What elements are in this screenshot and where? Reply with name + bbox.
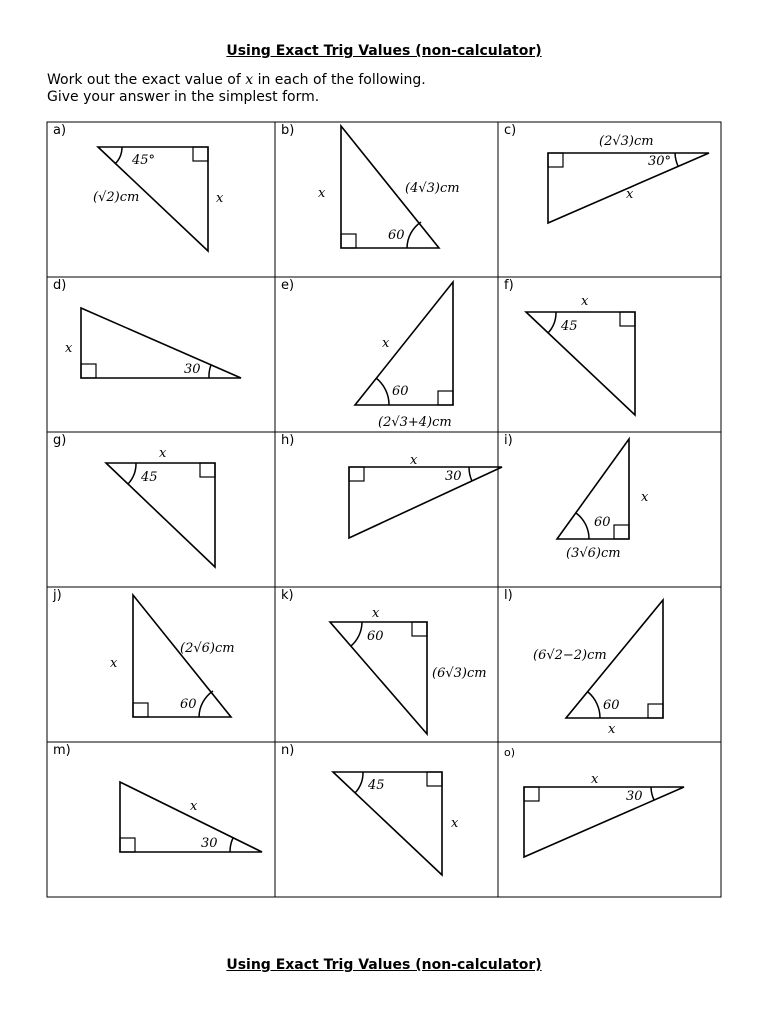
- right-triangle: [557, 439, 629, 539]
- side-length-label: (4√3)cm: [405, 181, 460, 196]
- angle-arc: [407, 222, 421, 248]
- unknown-x-label: x: [410, 453, 418, 468]
- unknown-x-label: x: [581, 294, 589, 309]
- angle-arc: [199, 691, 213, 717]
- angle-arc: [230, 838, 233, 852]
- question-m: [53, 743, 262, 852]
- side-length-label: (√2)cm: [93, 190, 140, 205]
- question-c: [504, 123, 709, 223]
- right-angle-marker: [200, 463, 215, 477]
- unknown-x-label: x: [65, 341, 73, 356]
- side-length-label: (3√6)cm: [566, 546, 621, 561]
- unknown-x-label: x: [451, 816, 459, 831]
- angle-label: 30: [184, 362, 201, 377]
- question-o: [504, 746, 684, 857]
- right-angle-marker: [193, 147, 208, 161]
- side-length-label: (6√2−2)cm: [533, 648, 607, 663]
- question-i: [504, 433, 649, 561]
- angle-label: 30: [626, 789, 643, 804]
- question-label: i): [504, 433, 513, 448]
- question-l: [504, 588, 663, 737]
- right-triangle: [349, 467, 502, 538]
- angle-label: 30: [445, 469, 462, 484]
- unknown-x-label: x: [382, 336, 390, 351]
- question-label: h): [281, 433, 295, 448]
- right-angle-marker: [438, 391, 453, 405]
- angle-label: 60: [388, 228, 405, 243]
- right-triangle: [120, 782, 262, 852]
- question-label: d): [53, 278, 67, 293]
- question-b: [281, 123, 460, 248]
- question-d: [53, 278, 241, 378]
- question-h: [281, 433, 502, 538]
- right-angle-marker: [427, 772, 442, 786]
- angle-label: 45: [368, 778, 385, 793]
- right-angle-marker: [120, 838, 135, 852]
- angle-label: 45: [561, 319, 578, 334]
- unknown-x-label: x: [159, 446, 167, 461]
- question-label: l): [504, 588, 513, 603]
- angle-label: 60: [603, 698, 620, 713]
- side-length-label: (2√3)cm: [599, 134, 654, 149]
- question-f: [504, 278, 635, 415]
- right-angle-marker: [412, 622, 427, 636]
- footer-title: Using Exact Trig Values (non-calculator): [226, 957, 542, 973]
- unknown-x-label: x: [216, 191, 224, 206]
- angle-arc: [128, 463, 136, 484]
- angle-label: 30: [201, 836, 218, 851]
- angle-label: 60: [180, 697, 197, 712]
- question-e: [281, 278, 453, 430]
- question-label: o): [504, 746, 516, 759]
- angle-arc: [376, 378, 389, 405]
- angle-label: 60: [392, 384, 409, 399]
- side-length-label: (2√3+4)cm: [378, 415, 452, 430]
- angle-arc: [209, 365, 211, 378]
- question-label: m): [53, 743, 71, 758]
- unknown-x-label: x: [318, 186, 326, 201]
- unknown-x-label: x: [110, 656, 118, 671]
- unknown-x-label: x: [190, 799, 198, 814]
- right-angle-marker: [524, 787, 539, 801]
- right-angle-marker: [614, 525, 629, 539]
- angle-arc: [651, 787, 654, 800]
- worksheet-title: Using Exact Trig Values (non-calculator): [226, 43, 542, 59]
- question-j: [52, 588, 235, 717]
- right-angle-marker: [81, 364, 96, 378]
- right-angle-marker: [548, 153, 563, 167]
- question-label: c): [504, 123, 517, 138]
- side-length-label: (2√6)cm: [180, 641, 235, 656]
- right-angle-marker: [341, 234, 356, 248]
- instruction-line-2: Give your answer in the simplest form.: [47, 89, 320, 105]
- angle-label: 60: [594, 515, 611, 530]
- question-label: k): [281, 588, 294, 603]
- side-length-label: (6√3)cm: [432, 666, 487, 681]
- right-triangle: [333, 772, 442, 875]
- unknown-x-label: x: [372, 606, 380, 621]
- right-triangle: [526, 312, 635, 415]
- question-g: [53, 433, 215, 567]
- right-angle-marker: [648, 704, 663, 718]
- angle-arc: [576, 513, 589, 539]
- question-label: g): [53, 433, 67, 448]
- angle-arc: [355, 772, 363, 793]
- question-label: e): [281, 278, 295, 293]
- right-angle-marker: [133, 703, 148, 717]
- angle-label: 45: [141, 470, 158, 485]
- unknown-x-label: x: [591, 772, 599, 787]
- angle-arc: [675, 153, 678, 166]
- question-label: a): [53, 123, 67, 138]
- angle-arc: [115, 147, 122, 164]
- unknown-x-label: x: [641, 490, 649, 505]
- angle-arc: [351, 622, 362, 646]
- instruction-text: in each of the following.: [253, 72, 426, 88]
- angle-label: 30°: [648, 154, 672, 169]
- angle-arc: [548, 312, 556, 333]
- unknown-x-label: x: [626, 187, 634, 202]
- right-angle-marker: [349, 467, 364, 481]
- unknown-x-label: x: [608, 722, 616, 737]
- instruction-text: Work out the exact value of: [47, 72, 246, 88]
- question-label: b): [281, 123, 295, 138]
- angle-label: 60: [367, 629, 384, 644]
- question-label: j): [53, 588, 62, 603]
- right-triangle: [81, 308, 241, 378]
- question-n: [281, 743, 459, 875]
- right-angle-marker: [620, 312, 635, 326]
- right-triangle: [524, 787, 684, 857]
- question-label: f): [504, 278, 514, 293]
- question-a: [53, 123, 224, 251]
- angle-arc: [588, 692, 600, 718]
- instruction-variable: x: [245, 72, 254, 88]
- angle-arc: [469, 467, 472, 481]
- question-label: n): [281, 743, 295, 758]
- angle-label: 45°: [132, 153, 156, 168]
- question-k: [281, 588, 487, 734]
- right-triangle: [106, 463, 215, 567]
